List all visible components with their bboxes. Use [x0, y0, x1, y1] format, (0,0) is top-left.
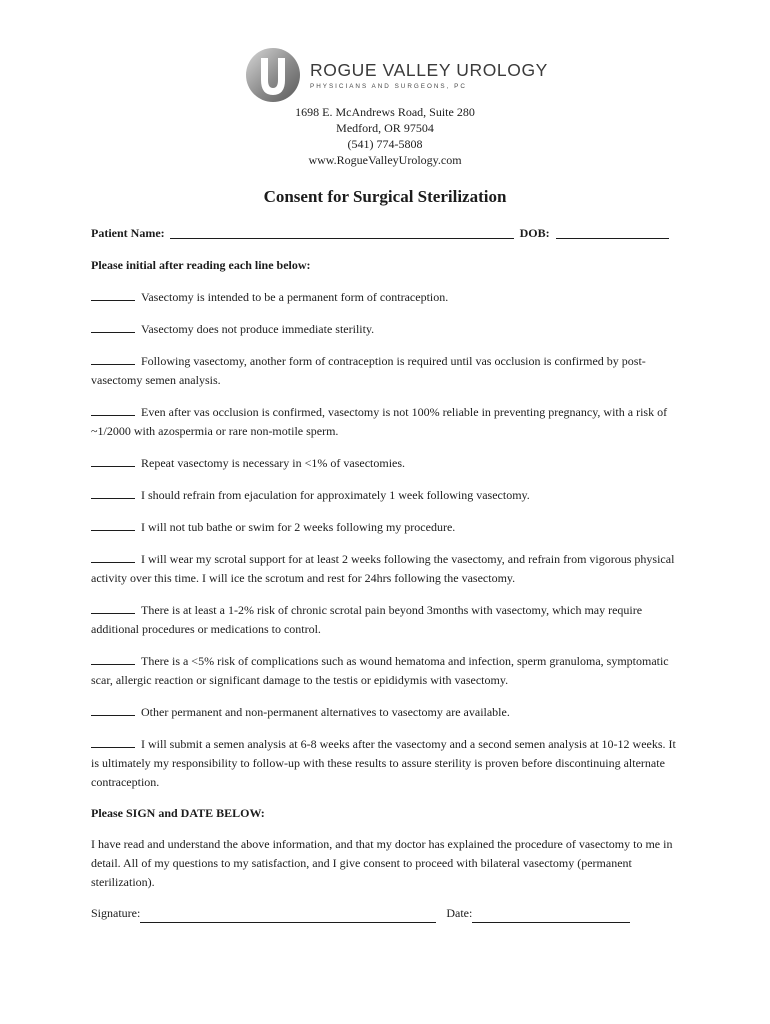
consent-item-text: Even after vas occlusion is confirmed, vasectomy is not 100% reliable in preventing pregnancy, with a risk of ~1/2000 with azospermia or rare non-motile sperm. [91, 405, 668, 438]
dob-label: DOB: [519, 226, 550, 240]
consent-statement: I have read and understand the above information, and that my doctor has explained the procedure of vasectomy to me in detail. All of my questions to my satisfaction, and I give consent to proceed with bilateral vasectomy (permanent sterilization). [91, 837, 673, 889]
practice-logo [244, 46, 548, 104]
consent-item [91, 549, 681, 588]
initial-field[interactable] [91, 702, 135, 716]
consent-item [91, 600, 681, 639]
initial-field[interactable] [91, 600, 135, 614]
date-label: Date: [446, 906, 473, 920]
initial-field[interactable] [91, 402, 135, 416]
urology-logo-icon [244, 46, 302, 104]
signature-row [91, 904, 681, 923]
initial-field[interactable] [91, 453, 135, 467]
consent-item-text: Repeat vasectomy is necessary in <1% of vasectomies. [141, 456, 406, 470]
initial-field[interactable] [91, 734, 135, 748]
address-city: Medford, OR 97504 [336, 121, 434, 135]
sign-heading: Please SIGN and DATE BELOW: [91, 806, 265, 820]
consent-item-text: Vasectomy does not produce immediate sterility. [141, 322, 375, 336]
address-street: 1698 E. McAndrews Road, Suite 280 [295, 105, 475, 119]
date-field[interactable] [472, 908, 630, 923]
patient-name-field[interactable] [170, 224, 514, 239]
initial-field[interactable] [91, 517, 135, 531]
consent-item [91, 453, 681, 473]
patient-info-row [91, 224, 681, 243]
initial-field[interactable] [91, 287, 135, 301]
consent-item [91, 734, 681, 792]
consent-item [91, 402, 681, 441]
consent-item-text: I will not tub bathe or swim for 2 weeks following my procedure. [141, 520, 456, 534]
consent-item-text: Following vasectomy, another form of contraception is required until vas occlusion is confirmed by post-vasectomy semen analysis. [91, 354, 646, 387]
dob-field[interactable] [556, 224, 669, 239]
initial-field[interactable] [91, 485, 135, 499]
signature-label: Signature: [91, 906, 141, 920]
initial-field[interactable] [91, 651, 135, 665]
consent-item-text: I will submit a semen analysis at 6-8 weeks after the vasectomy and a second semen analysis at 10-12 weeks. It is ultimately my responsibility to follow-up with these results to assure sterility is proven before discontinuing alternate contraception. [91, 737, 676, 789]
consent-item-text: Other permanent and non-permanent alternatives to vasectomy are available. [141, 705, 510, 719]
consent-item [91, 351, 681, 390]
consent-item [91, 651, 681, 690]
consent-item-text: Vasectomy is intended to be a permanent form of contraception. [141, 290, 449, 304]
consent-form [91, 224, 681, 923]
form-title: Consent for Surgical Sterilization [263, 187, 507, 206]
consent-item [91, 517, 681, 537]
patient-name-label: Patient Name: [91, 226, 165, 240]
logo-subtitle: PHYSICIANS AND SURGEONS, PC [310, 83, 467, 90]
initial-instruction: Please initial after reading each line below: [91, 258, 311, 272]
consent-item-text: I should refrain from ejaculation for approximately 1 week following vasectomy. [141, 488, 530, 502]
consent-item-text: There is a <5% risk of complications such as wound hematoma and infection, sperm granuloma, symptomatic scar, allergic reaction or significant damage to the testis or epididymis with vasectomy. [91, 654, 669, 687]
initial-field[interactable] [91, 319, 135, 333]
consent-item-text: There is at least a 1-2% risk of chronic scrotal pain beyond 3months with vasectomy, which may require additional procedures or medications to control. [91, 603, 643, 636]
consent-item-text: I will wear my scrotal support for at least 2 weeks following the vasectomy, and refrain from vigorous physical activity over this time. I will ice the scrotum and rest for 24hrs following the vasectomy. [91, 552, 675, 585]
address-website: www.RogueValleyUrology.com [308, 153, 462, 167]
consent-item [91, 702, 681, 722]
consent-item [91, 485, 681, 505]
initial-field[interactable] [91, 351, 135, 365]
logo-name: ROGUE VALLEY UROLOGY [310, 60, 548, 80]
consent-item [91, 287, 681, 307]
signature-field[interactable] [140, 908, 436, 923]
practice-address [0, 104, 770, 168]
consent-item [91, 319, 681, 339]
initial-field[interactable] [91, 549, 135, 563]
address-phone: (541) 774-5808 [347, 137, 423, 151]
